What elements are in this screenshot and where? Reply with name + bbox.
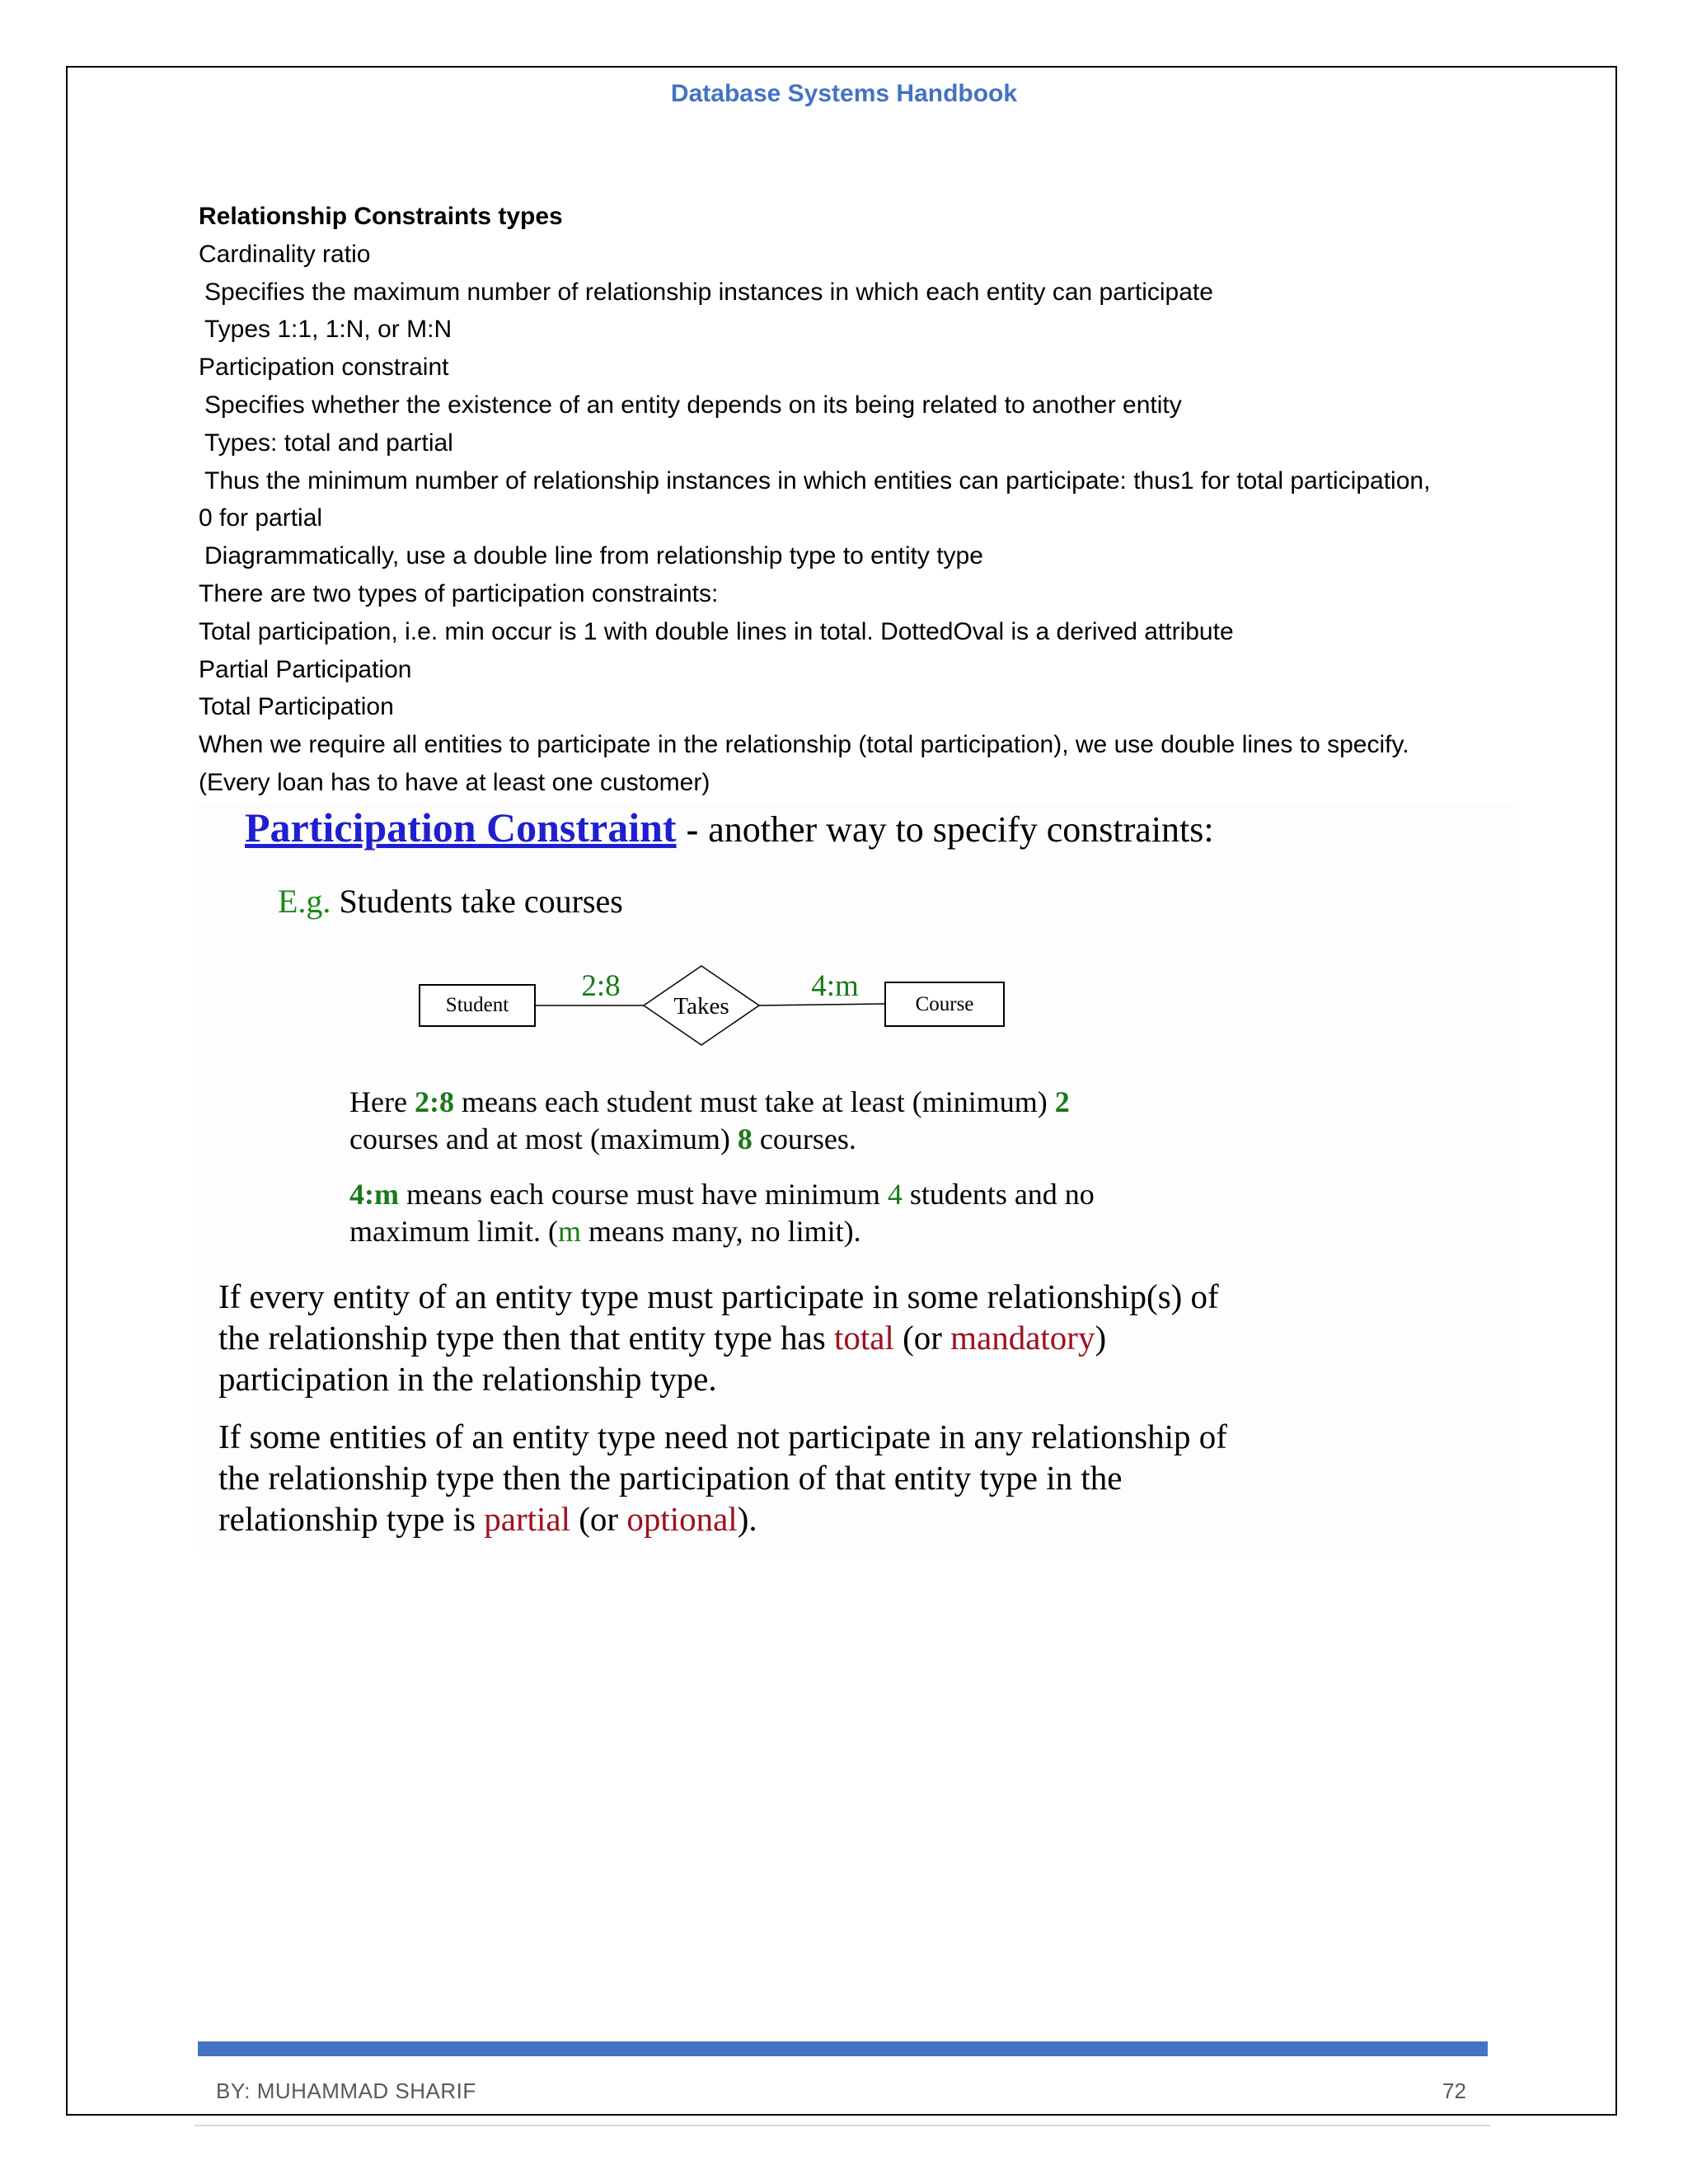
example-text: Students take courses bbox=[331, 883, 623, 920]
example-label: E.g. bbox=[278, 883, 331, 920]
ratio-value: 2:8 bbox=[414, 1085, 454, 1118]
total-participation-paragraph bbox=[218, 1276, 1504, 1399]
many-value: m bbox=[557, 1215, 581, 1248]
paragraph-line: participation in the relationship type. bbox=[218, 1360, 717, 1398]
text-span: Here bbox=[349, 1085, 415, 1118]
body-line: Total participation, i.e. min occur is 1 with double lines in total. DottedOval is a derived attribute bbox=[199, 617, 1234, 645]
explanation-2-8 bbox=[349, 1084, 1070, 1158]
explanation-line bbox=[349, 1084, 1070, 1121]
body-text bbox=[199, 198, 1517, 802]
figure-heading-title: Participation Constraint bbox=[245, 804, 677, 851]
body-line: Types: total and partial bbox=[204, 429, 453, 457]
ratio-value: 4:m bbox=[349, 1178, 399, 1211]
ratio-left-label: 2:8 bbox=[581, 969, 621, 1003]
paragraph-line bbox=[218, 1498, 1504, 1540]
takes-course-line bbox=[759, 1004, 885, 1005]
text-span: (or bbox=[570, 1500, 627, 1538]
body-line: 0 for partial bbox=[199, 504, 323, 532]
body-line: Specifies the maximum number of relationship instances in which each entity can participate bbox=[204, 278, 1213, 306]
body-line: Participation constraint bbox=[199, 354, 449, 382]
text-span: courses. bbox=[752, 1122, 856, 1155]
takes-relationship-label: Takes bbox=[673, 993, 729, 1019]
explanation-line bbox=[349, 1121, 1070, 1158]
term-mandatory: mandatory bbox=[950, 1319, 1095, 1357]
explanation-line bbox=[349, 1213, 1095, 1250]
text-span: means each course must have minimum bbox=[398, 1178, 888, 1211]
paragraph-line: the relationship type then the participation of that entity type in the bbox=[218, 1459, 1123, 1497]
body-line: Total Participation bbox=[199, 693, 394, 721]
body-line: There are two types of participation constraints: bbox=[199, 579, 719, 607]
page-number: 72 bbox=[1442, 2079, 1466, 2103]
text-span: students and no bbox=[902, 1178, 1095, 1211]
footer-accent-bar bbox=[198, 2041, 1488, 2056]
body-line: Diagrammatically, use a double line from relationship type to entity type bbox=[204, 542, 983, 570]
text-span: ). bbox=[737, 1500, 757, 1538]
min-value: 4 bbox=[887, 1178, 903, 1211]
term-total: total bbox=[833, 1319, 894, 1357]
text-span: means many, no limit). bbox=[581, 1215, 861, 1248]
figure-heading bbox=[245, 804, 1214, 851]
paragraph-line bbox=[218, 1317, 1504, 1358]
participation-constraint-figure bbox=[199, 804, 1517, 1554]
text-span: ) bbox=[1095, 1319, 1107, 1357]
partial-participation-paragraph bbox=[218, 1416, 1504, 1540]
explanation-line bbox=[349, 1176, 1095, 1213]
footer-author: BY: MUHAMMAD SHARIF bbox=[216, 2079, 476, 2103]
student-entity-label: Student bbox=[445, 994, 509, 1016]
er-diagram bbox=[413, 960, 1039, 1051]
figure-heading-rest: another way to specify constraints: bbox=[708, 809, 1214, 850]
body-line: (Every loan has to have at least one customer) bbox=[199, 768, 710, 796]
figure-heading-dash: - bbox=[686, 809, 699, 850]
section-heading: Relationship Constraints types bbox=[199, 203, 563, 230]
term-optional: optional bbox=[626, 1500, 738, 1538]
term-partial: partial bbox=[484, 1500, 570, 1538]
body-line: Thus the minimum number of relationship instances in which entities can participate: thus1 for total participation, bbox=[204, 466, 1431, 494]
example-line bbox=[278, 882, 623, 921]
text-span: courses and at most (maximum) bbox=[349, 1122, 738, 1155]
body-line: When we require all entities to participate in the relationship (total participation), we use double lines to specify. bbox=[199, 731, 1409, 759]
paragraph-line: If every entity of an entity type must participate in some relationship(s) of bbox=[218, 1277, 1219, 1315]
ratio-right-label: 4:m bbox=[811, 969, 859, 1003]
course-entity-label: Course bbox=[915, 993, 974, 1015]
text-span: (or bbox=[893, 1319, 951, 1357]
max-value: 8 bbox=[737, 1122, 753, 1155]
explanation-4-m bbox=[349, 1176, 1095, 1250]
text-span: means each student must take at least (minimum) bbox=[453, 1085, 1055, 1118]
body-line: Partial Participation bbox=[199, 655, 412, 683]
min-value: 2 bbox=[1054, 1085, 1070, 1118]
paragraph-line: If some entities of an entity type need not participate in any relationship of bbox=[218, 1418, 1227, 1455]
body-line: Specifies whether the existence of an entity depends on its being related to another entity bbox=[204, 391, 1182, 419]
text-span: the relationship type then that entity type has bbox=[218, 1319, 834, 1357]
footer-rule bbox=[195, 2125, 1490, 2126]
page-header-title: Database Systems Handbook bbox=[670, 80, 1018, 107]
body-line: Types 1:1, 1:N, or M:N bbox=[204, 316, 452, 344]
text-span: relationship type is bbox=[218, 1500, 485, 1538]
body-line: Cardinality ratio bbox=[199, 240, 371, 268]
text-span: maximum limit. ( bbox=[349, 1215, 558, 1248]
